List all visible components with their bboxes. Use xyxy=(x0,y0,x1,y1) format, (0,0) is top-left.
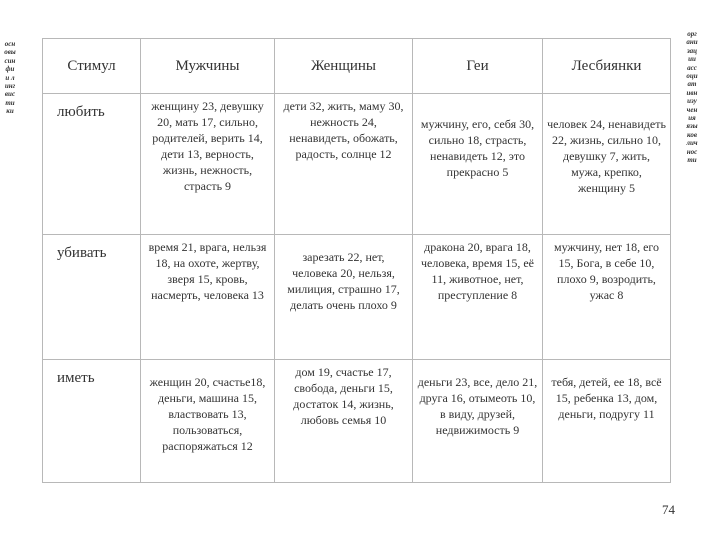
header-women: Женщины xyxy=(275,39,413,94)
response-cell-gays: мужчину, его, себя 30, сильно 18, страсть, ненавидеть 12, это прекрасно 5 xyxy=(413,94,543,235)
stimulus-cell: любить xyxy=(43,94,141,235)
response-cell-lesbians: человек 24, ненавидеть 22, жизнь, сильно 10, девушку 7, жить, мужа, крепко, женщину 5 xyxy=(543,94,671,235)
response-cell-lesbians: тебя, детей, ее 18, всё 15, ребенка 13, дом, деньги, подругу 11 xyxy=(543,360,671,483)
header-gays: Геи xyxy=(413,39,543,94)
response-cell-men: женщину 23, девушку 20, мать 17, сильно, родителей, верить 14, дети 13, верность, жизнь, нежность, страсть 9 xyxy=(141,94,275,235)
response-cell-gays: деньги 23, все, дело 21, друга 16, отымеоть 10, в виду, друзей, недвижимость 9 xyxy=(413,360,543,483)
header-men: Мужчины xyxy=(141,39,275,94)
table-row xyxy=(43,360,671,483)
response-cell-gays: дракона 20, врага 18, человека, время 15, её 11, животное, нет, преступление 8 xyxy=(413,235,543,360)
stimulus-cell: иметь xyxy=(43,360,141,483)
stimulus-cell: убивать xyxy=(43,235,141,360)
header-lesbians: Лесбиянки xyxy=(543,39,671,94)
right-margin-vertical-text: организации ассоциативн изучения языков личности xyxy=(686,30,698,165)
response-cell-women: зарезать 22, нет, человека 20, нельзя, милиция, страшно 17, делать очень плохо 9 xyxy=(275,235,413,360)
table-header-row xyxy=(43,39,671,94)
page-number: 74 xyxy=(662,502,675,517)
response-cell-lesbians: мужчину, нет 18, его 15, Бога, в себе 10, плохо 9, возродить, ужас 8 xyxy=(543,235,671,360)
table-row xyxy=(43,235,671,360)
table-row xyxy=(43,94,671,235)
response-cell-women: дети 32, жить, маму 30, нежность 24, ненавидеть, обожать, радость, солнце 12 xyxy=(275,94,413,235)
stimulus-response-table xyxy=(42,38,671,483)
response-cell-men: время 21, врага, нельзя 18, на охоте, жертву, зверя 15, кровь, насмерть, человека 13 xyxy=(141,235,275,360)
left-margin-vertical-text: основы синфии лингвистики xyxy=(4,40,16,116)
header-stimulus: Стимул xyxy=(43,39,141,94)
response-cell-women: дом 19, счастье 17, свобода, деньги 15, достаток 14, жизнь, любовь семья 10 xyxy=(275,360,413,483)
response-cell-men: женщин 20, счастье18, деньги, машина 15, властвовать 13, пользоваться, распоряжаться 12 xyxy=(141,360,275,483)
